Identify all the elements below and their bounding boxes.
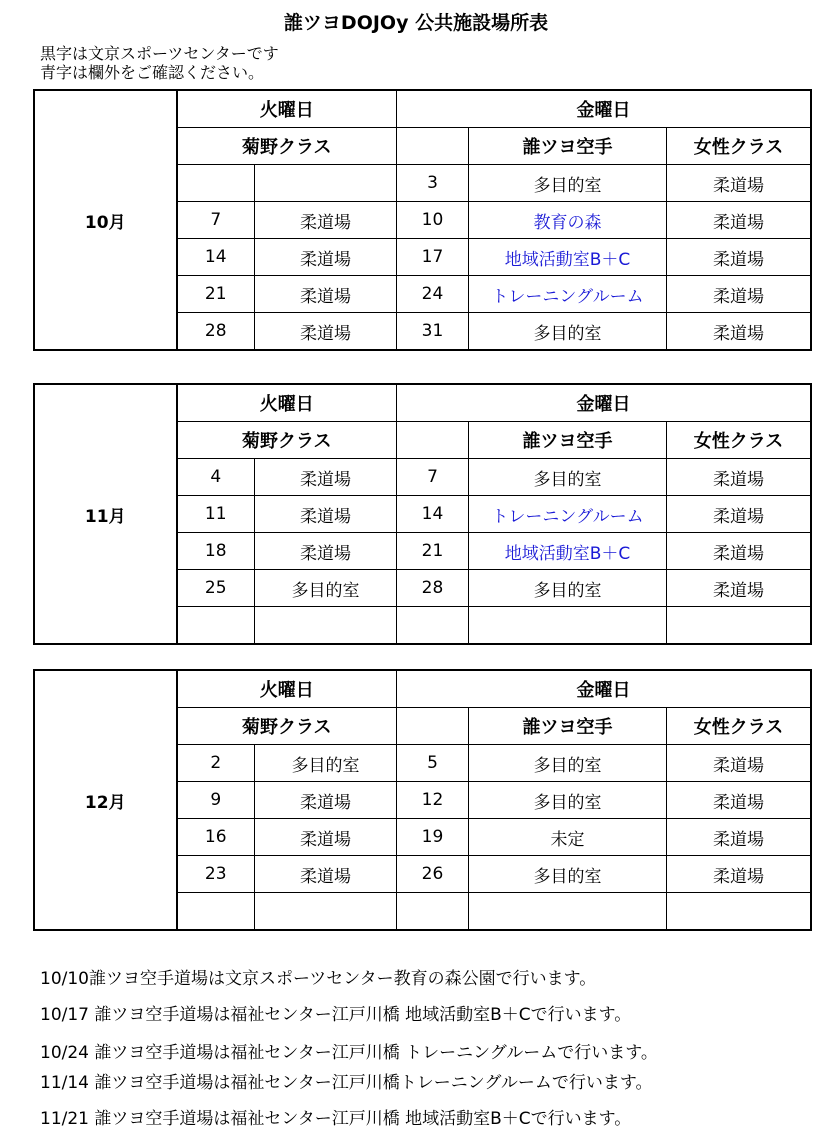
friday-date-header <box>397 708 469 745</box>
friday-date: 31 <box>397 313 469 350</box>
intro-line: 青字は欄外をご確認ください。 <box>40 63 265 82</box>
month-label: 10月 <box>35 91 177 350</box>
friday-place: 多目的室 <box>469 165 667 202</box>
friday-place <box>469 893 667 930</box>
friday-date: 19 <box>397 819 469 856</box>
tuesday-place: 柔道場 <box>255 496 397 533</box>
women-class-header: 女性クラス <box>667 128 811 165</box>
friday-date <box>397 893 469 930</box>
women-place: 柔道場 <box>667 745 811 782</box>
tuesday-place <box>255 607 397 644</box>
tuesday-date: 11 <box>177 496 255 533</box>
friday-place: 教育の森 <box>469 202 667 239</box>
tuesday-date <box>177 893 255 930</box>
friday-date: 7 <box>397 459 469 496</box>
women-place: 柔道場 <box>667 570 811 607</box>
note-line: 11/21 誰ツヨ空手道場は福祉センター江戸川橋 地域活動室B＋Cで行います。 <box>40 1109 632 1129</box>
schedule-table-december <box>34 670 811 930</box>
tuesday-date: 23 <box>177 856 255 893</box>
header-row-days <box>35 671 811 708</box>
women-place: 柔道場 <box>667 276 811 313</box>
tuesday-date <box>177 165 255 202</box>
tuesday-date: 9 <box>177 782 255 819</box>
dareka-karate-header: 誰ツヨ空手 <box>469 422 667 459</box>
tuesday-place: 柔道場 <box>255 856 397 893</box>
tuesday-date: 18 <box>177 533 255 570</box>
dareka-karate-header: 誰ツヨ空手 <box>469 708 667 745</box>
friday-place: 未定 <box>469 819 667 856</box>
kikuno-class-header: 菊野クラス <box>177 708 397 745</box>
schedule-table-october <box>34 90 811 350</box>
note-line: 10/24 誰ツヨ空手道場は福祉センター江戸川橋 トレーニングルームで行います。 <box>40 1043 658 1063</box>
intro-text <box>40 44 279 82</box>
friday-place <box>469 607 667 644</box>
tuesday-date: 28 <box>177 313 255 350</box>
tuesday-place <box>255 893 397 930</box>
friday-date: 28 <box>397 570 469 607</box>
friday-date: 24 <box>397 276 469 313</box>
header-row-days <box>35 385 811 422</box>
women-place <box>667 607 811 644</box>
friday-place: トレーニングルーム <box>469 276 667 313</box>
friday-date: 21 <box>397 533 469 570</box>
friday-place: 多目的室 <box>469 782 667 819</box>
tuesday-header: 火曜日 <box>177 385 397 422</box>
tuesday-date: 14 <box>177 239 255 276</box>
friday-place: 多目的室 <box>469 856 667 893</box>
women-place: 柔道場 <box>667 533 811 570</box>
friday-date: 10 <box>397 202 469 239</box>
friday-date-header <box>397 422 469 459</box>
women-place: 柔道場 <box>667 856 811 893</box>
friday-date: 26 <box>397 856 469 893</box>
women-place: 柔道場 <box>667 239 811 276</box>
tuesday-date: 7 <box>177 202 255 239</box>
tuesday-place: 柔道場 <box>255 459 397 496</box>
friday-date-header <box>397 128 469 165</box>
women-place: 柔道場 <box>667 202 811 239</box>
note-line: 10/17 誰ツヨ空手道場は福祉センター江戸川橋 地域活動室B＋Cで行います。 <box>40 1005 632 1025</box>
kikuno-class-header: 菊野クラス <box>177 422 397 459</box>
friday-place: 多目的室 <box>469 570 667 607</box>
friday-header: 金曜日 <box>397 91 811 128</box>
friday-header: 金曜日 <box>397 671 811 708</box>
intro-line: 黒字は文京スポーツセンターです <box>40 44 279 63</box>
women-place: 柔道場 <box>667 819 811 856</box>
tuesday-date: 2 <box>177 745 255 782</box>
friday-place: 多目的室 <box>469 313 667 350</box>
tuesday-date <box>177 607 255 644</box>
tuesday-header: 火曜日 <box>177 91 397 128</box>
tuesday-date: 21 <box>177 276 255 313</box>
friday-date: 17 <box>397 239 469 276</box>
tuesday-place: 柔道場 <box>255 276 397 313</box>
tuesday-date: 4 <box>177 459 255 496</box>
friday-date: 3 <box>397 165 469 202</box>
tuesday-place: 柔道場 <box>255 202 397 239</box>
dareka-karate-header: 誰ツヨ空手 <box>469 128 667 165</box>
women-place: 柔道場 <box>667 313 811 350</box>
tuesday-place <box>255 165 397 202</box>
women-class-header: 女性クラス <box>667 708 811 745</box>
note-line: 11/14 誰ツヨ空手道場は福祉センター江戸川橋トレーニングルームで行います。 <box>40 1073 653 1093</box>
women-place: 柔道場 <box>667 459 811 496</box>
tuesday-place: 柔道場 <box>255 239 397 276</box>
tuesday-place: 多目的室 <box>255 570 397 607</box>
tuesday-header: 火曜日 <box>177 671 397 708</box>
header-row-days <box>35 91 811 128</box>
friday-header: 金曜日 <box>397 385 811 422</box>
friday-date <box>397 607 469 644</box>
friday-place: 多目的室 <box>469 745 667 782</box>
tuesday-place: 多目的室 <box>255 745 397 782</box>
women-place: 柔道場 <box>667 165 811 202</box>
tuesday-place: 柔道場 <box>255 782 397 819</box>
page-title: 誰ツヨDOJOy 公共施設場所表 <box>283 12 549 34</box>
friday-place: 多目的室 <box>469 459 667 496</box>
women-class-header: 女性クラス <box>667 422 811 459</box>
women-place: 柔道場 <box>667 496 811 533</box>
tuesday-place: 柔道場 <box>255 819 397 856</box>
women-place <box>667 893 811 930</box>
tuesday-date: 16 <box>177 819 255 856</box>
tuesday-place: 柔道場 <box>255 313 397 350</box>
friday-place: トレーニングルーム <box>469 496 667 533</box>
women-place: 柔道場 <box>667 782 811 819</box>
friday-date: 5 <box>397 745 469 782</box>
friday-date: 14 <box>397 496 469 533</box>
schedule-table-november <box>34 384 811 644</box>
friday-date: 12 <box>397 782 469 819</box>
friday-place: 地域活動室B＋C <box>469 533 667 570</box>
note-line: 10/10誰ツヨ空手道場は文京スポーツセンター教育の森公園で行います。 <box>40 969 597 989</box>
month-label: 11月 <box>35 385 177 644</box>
friday-place: 地域活動室B＋C <box>469 239 667 276</box>
tuesday-place: 柔道場 <box>255 533 397 570</box>
kikuno-class-header: 菊野クラス <box>177 128 397 165</box>
month-label: 12月 <box>35 671 177 930</box>
tuesday-date: 25 <box>177 570 255 607</box>
